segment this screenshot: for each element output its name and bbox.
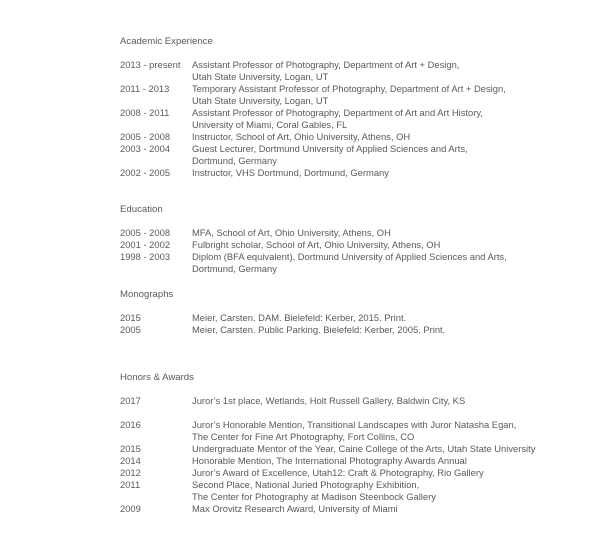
list-item [120,59,590,83]
entry-date: 1998 - 2003 [120,251,171,262]
entry-description [192,107,590,131]
entry-line: Meier, Carsten. DAM. Bielefeld: Kerber, 2015. Print. [192,312,407,323]
entry-line: Max Orovitz Research Award, University of Miami [192,503,398,514]
list-item [120,239,590,251]
entry-line: Utah State University, Logan, UT [192,71,329,82]
entry-date: 2005 - 2008 [120,227,171,238]
list-item [120,467,590,479]
list-item [120,143,590,167]
section-heading-honors-awards: Honors & Awards [120,372,194,383]
entry-date: 2015 [120,443,141,454]
entry-date: 2008 - 2011 [120,107,170,118]
list-item [120,443,590,455]
list-item [120,251,590,275]
entry-date: 2016 [120,419,141,430]
list-item [120,479,590,503]
entry-description [192,83,590,107]
entry-line: Juror’s 1st place, Wetlands, Holt Russell Gallery, Baldwin City, KS [192,395,466,406]
entry-line: Utah State University, Logan, UT [192,95,329,106]
entry-description [192,59,590,83]
entry-date: 2015 [120,312,141,323]
entry-date: 2011 - 2013 [120,83,170,94]
entry-line: Instructor, School of Art, Ohio University, Athens, OH [192,131,411,142]
entry-description [192,143,590,167]
entry-line: Honorable Mention, The International Photography Awards Annual [192,455,467,466]
list-item [120,324,590,336]
entry-line: Meier, Carsten. Public Parking. Bielefeld: Kerber, 2005. Print. [192,324,446,335]
entry-description [192,239,590,251]
entry-line: Dortmund, Germany [192,155,277,166]
entry-line: Dortmund, Germany [192,263,277,274]
entry-date: 2014 [120,455,141,466]
entry-line: The Center for Photography at Madison Steenbock Gallery [192,491,436,502]
entry-line: Second Place, National Juried Photography Exhibition, [192,479,420,490]
entry-description [192,167,590,179]
entry-date: 2005 - 2008 [120,131,171,142]
list-item [120,419,590,443]
entry-description [192,467,590,479]
entry-line: Undergraduate Mentor of the Year, Caine College of the Arts, Utah State University [192,443,536,454]
entry-description [192,227,590,239]
section-heading-education: Education [120,204,163,215]
entry-line: Instructor, VHS Dortmund, Dortmund, Germany [192,167,389,178]
list-item [120,131,590,143]
list-item [120,312,590,324]
entry-line: Juror’s Honorable Mention, Transitional Landscapes with Juror Natasha Egan, [192,419,517,430]
list-item [120,395,590,407]
entry-description [192,395,590,407]
entry-description [192,312,590,324]
entry-line: Diplom (BFA equivalent), Dortmund University of Applied Sciences and Arts, [192,251,507,262]
entry-date: 2001 - 2002 [120,239,171,250]
entry-description [192,419,590,443]
entry-description [192,324,590,336]
list-item [120,455,590,467]
education-list [120,227,590,275]
academic-experience-list [120,59,590,179]
entry-line: Assistant Professor of Photography, Department of Art + Design, [192,59,460,70]
section-heading-academic-experience: Academic Experience [120,36,213,47]
list-item [120,83,590,107]
entry-line: Temporary Assistant Professor of Photography, Department of Art + Design, [192,83,506,94]
entry-date: 2011 [120,479,141,490]
entry-description [192,251,590,275]
entry-description [192,455,590,467]
monographs-list [120,312,590,336]
entry-line: The Center for Fine Art Photography, Fort Collins, CO [192,431,415,442]
honors-awards-list [120,395,590,515]
entry-date: 2005 [120,324,141,335]
entry-description [192,479,590,503]
entry-line: MFA, School of Art, Ohio University, Athens, OH [192,227,391,238]
entry-date: 2002 - 2005 [120,167,171,178]
entry-line: Guest Lecturer, Dortmund University of Applied Sciences and Arts, [192,143,468,154]
entry-line: Assistant Professor of Photography, Department of Art and Art History, [192,107,483,118]
entry-date: 2013 - present [120,59,181,70]
entry-description [192,443,590,455]
entry-line: Juror’s Award of Excellence, Utah12: Craft & Photography, Rio Gallery [192,467,484,478]
entry-line: University of Miami, Coral Gables, FL [192,119,348,130]
entry-description [192,503,590,515]
section-heading-monographs: Monographs [120,289,174,300]
entry-date: 2012 [120,467,141,478]
list-item [120,107,590,131]
list-item [120,167,590,179]
entry-description [192,131,590,143]
entry-date: 2003 - 2004 [120,143,171,154]
list-item [120,503,590,515]
entry-line: Fulbright scholar, School of Art, Ohio University, Athens, OH [192,239,441,250]
entry-date: 2017 [120,395,141,406]
list-item [120,227,590,239]
entry-date: 2009 [120,503,141,514]
